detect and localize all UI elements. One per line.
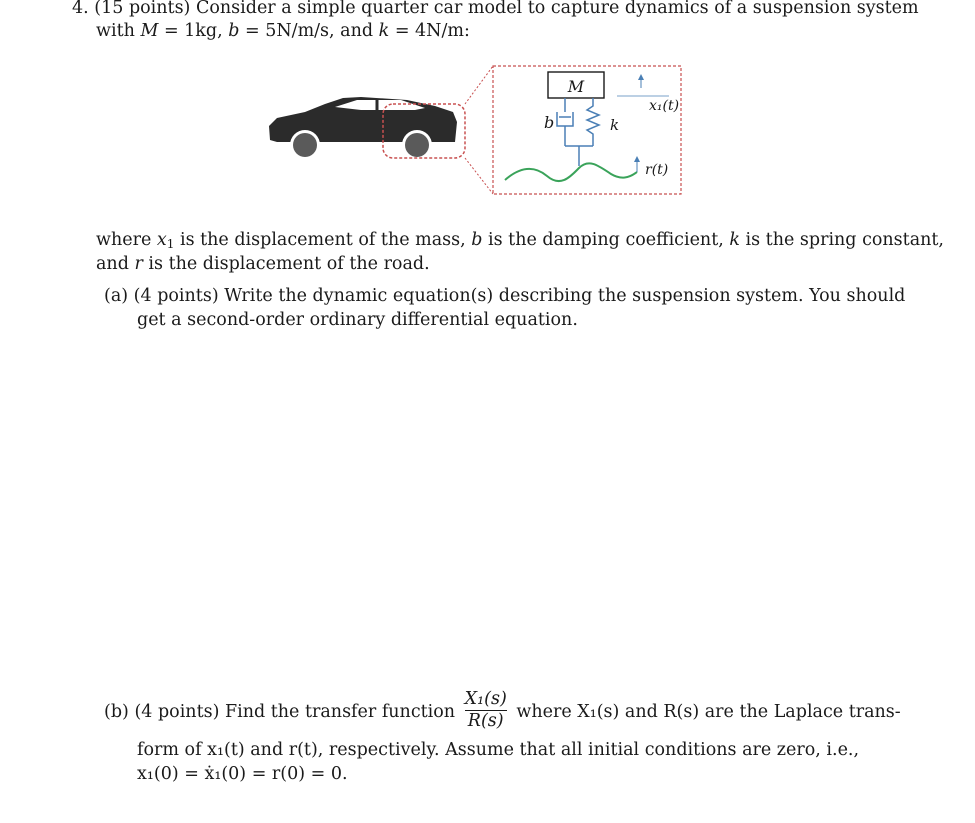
description-line-2 bbox=[96, 252, 430, 276]
part-b-text-1: (4 points) Find the transfer function bbox=[134, 702, 456, 722]
part-a-line-2 bbox=[137, 308, 578, 332]
desc-x1-subscript: 1 bbox=[166, 237, 175, 251]
param-m-symbol: M bbox=[140, 21, 159, 41]
param-b-symbol: b bbox=[228, 21, 240, 41]
x1-label: x₁(t) bbox=[649, 98, 680, 114]
part-b-line-2 bbox=[137, 738, 859, 762]
part-a-line-1 bbox=[104, 284, 905, 308]
fraction-numerator: X₁(s) bbox=[464, 689, 507, 709]
desc-b-symbol: b bbox=[471, 230, 483, 250]
desc-x1-symbol: x bbox=[156, 230, 167, 250]
desc-text-5: and bbox=[96, 254, 135, 274]
damper-label: b bbox=[544, 113, 555, 132]
part-b-line-1 bbox=[104, 689, 901, 733]
quarter-car-figure bbox=[265, 62, 685, 204]
part-b-text-4: x₁(0) = ẋ₁(0) = r(0) = 0. bbox=[137, 764, 348, 784]
param-k-symbol: k bbox=[378, 21, 390, 41]
quarter-car-diagram bbox=[265, 62, 685, 204]
part-b-text-3: form of x₁(t) and r(t), respectively. Assume that all initial conditions are zero, i.e., bbox=[137, 740, 860, 760]
desc-text-3: is the damping coefficient, bbox=[482, 230, 730, 250]
problem-line-1 bbox=[72, 0, 919, 20]
zoom-connector-top bbox=[465, 66, 493, 104]
params-prefix: with bbox=[96, 21, 141, 41]
desc-k-symbol: k bbox=[729, 230, 740, 250]
part-a-label: (a) bbox=[104, 286, 129, 306]
mass-label: M bbox=[567, 77, 585, 96]
part-a-text-2: get a second-order ordinary differential equation. bbox=[137, 310, 578, 330]
desc-text-6: is the displacement of the road. bbox=[142, 254, 430, 274]
fraction-denominator: R(s) bbox=[467, 711, 504, 731]
transfer-function-fraction bbox=[465, 690, 507, 731]
zoom-connector-bottom bbox=[465, 158, 493, 194]
r-arrow-head bbox=[634, 156, 640, 162]
part-b-label: (b) bbox=[104, 702, 129, 722]
r-label: r(t) bbox=[645, 162, 669, 178]
x1-arrow-head bbox=[638, 74, 644, 80]
desc-r-symbol: r bbox=[134, 254, 143, 274]
desc-text-2: is the displacement of the mass, bbox=[174, 230, 472, 250]
param-m-value: = 1kg, bbox=[158, 21, 229, 41]
problem-points: (15 points) bbox=[94, 0, 191, 18]
part-b-line-3 bbox=[137, 762, 348, 786]
problem-line-2 bbox=[96, 19, 470, 43]
rear-wheel bbox=[293, 133, 317, 157]
front-wheel bbox=[405, 133, 429, 157]
part-a-text-1: (4 points) Write the dynamic equation(s) describing the suspension system. You should bbox=[133, 286, 906, 306]
param-k-value: = 4N/m: bbox=[389, 21, 470, 41]
desc-text-4: is the spring constant, bbox=[739, 230, 944, 250]
part-b-text-2: where X₁(s) and R(s) are the Laplace trans- bbox=[516, 702, 901, 722]
spring-label: k bbox=[610, 116, 620, 134]
problem-intro: Consider a simple quarter car model to capture dynamics of a suspension system bbox=[195, 0, 919, 18]
desc-text-1: where bbox=[96, 230, 157, 250]
problem-number: 4. bbox=[72, 0, 89, 18]
spring-coil bbox=[587, 98, 599, 146]
damper-cylinder bbox=[557, 112, 573, 126]
param-b-value: = 5N/m/s, and bbox=[239, 21, 379, 41]
road-profile bbox=[505, 163, 637, 181]
